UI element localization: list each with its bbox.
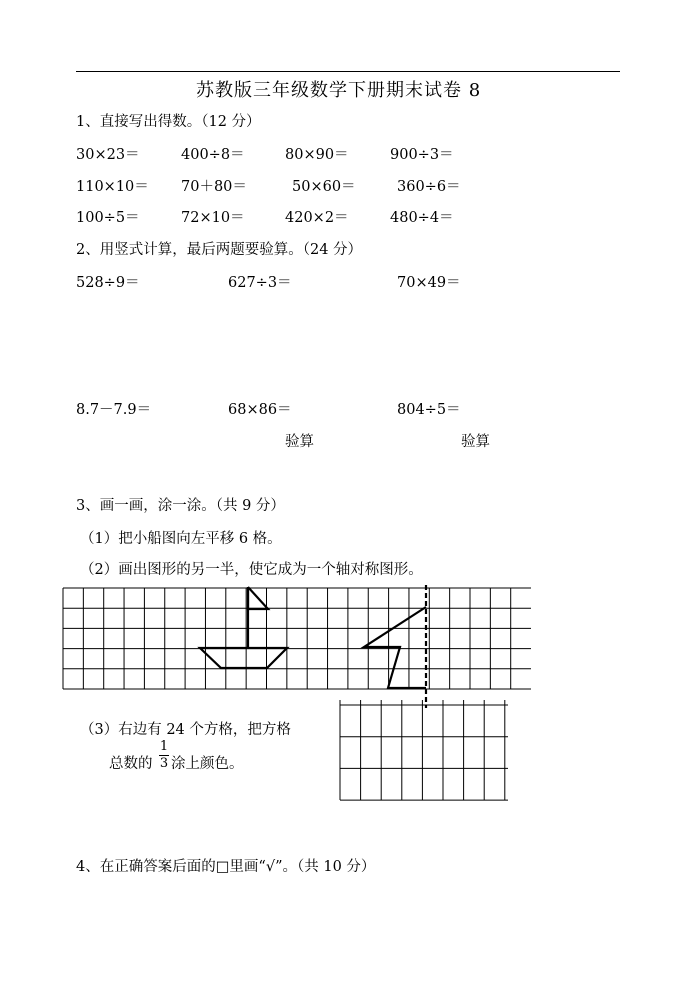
vertical-calc-3: 70×49＝ <box>397 275 461 291</box>
vertical-calc-4: 8.7－7.9＝ <box>76 402 152 418</box>
vertical-calc-5: 68×86＝ <box>228 402 292 418</box>
section3-item3-suffix: 涂上颜色。 <box>171 756 244 772</box>
half-shape-figure <box>364 607 426 688</box>
half-shape <box>364 607 426 688</box>
fraction-denominator: 3 <box>159 756 169 771</box>
problem-3-1: 100÷5＝ <box>76 210 140 226</box>
problem-1-4: 900÷3＝ <box>390 147 454 163</box>
boat-figure <box>200 587 287 668</box>
problem-3-4: 480÷4＝ <box>390 210 454 226</box>
problem-3-3: 420×2＝ <box>285 210 349 226</box>
section3-item3: （3）右边有 24 个方格，把方格 <box>80 722 291 738</box>
section3-heading: 3、画一画，涂一涂。（共 9 分） <box>76 498 285 514</box>
boat-hull <box>200 648 287 668</box>
section3-item1: （1）把小船图向左平移 6 格。 <box>80 531 282 547</box>
top-rule <box>76 71 620 72</box>
problem-3-2: 72×10＝ <box>181 210 245 226</box>
vertical-calc-1: 528÷9＝ <box>76 275 140 291</box>
color-grid <box>340 700 508 800</box>
vertical-calc-2: 627÷3＝ <box>228 275 292 291</box>
fraction-one-third <box>159 740 169 771</box>
problem-1-2: 400÷8＝ <box>181 147 245 163</box>
problem-2-1: 110×10＝ <box>76 179 149 195</box>
check-label-1: 验算 <box>285 434 314 450</box>
section2-heading: 2、用竖式计算，最后两题要验算。（24 分） <box>76 242 363 258</box>
problem-2-3: 50×60＝ <box>292 179 356 195</box>
check-label-2: 验算 <box>461 434 490 450</box>
drawing-grid <box>63 588 531 689</box>
page-title: 苏教版三年级数学下册期末试卷 8 <box>196 80 482 101</box>
boat-flag <box>248 587 268 609</box>
fraction-numerator: 1 <box>159 739 169 754</box>
problem-2-2: 70＋80＝ <box>181 179 247 195</box>
vertical-calc-6: 804÷5＝ <box>397 402 461 418</box>
problem-1-1: 30×23＝ <box>76 147 140 163</box>
problem-2-4: 360÷6＝ <box>397 179 461 195</box>
section1-heading: 1、直接写出得数。（12 分） <box>76 114 261 130</box>
section4-heading: 4、在正确答案后面的□里画“√”。（共 10 分） <box>76 859 376 875</box>
section3-item2: （2）画出图形的另一半，使它成为一个轴对称图形。 <box>80 562 423 578</box>
problem-1-3: 80×90＝ <box>285 147 349 163</box>
section3-item3-prefix: 总数的 <box>109 756 153 772</box>
